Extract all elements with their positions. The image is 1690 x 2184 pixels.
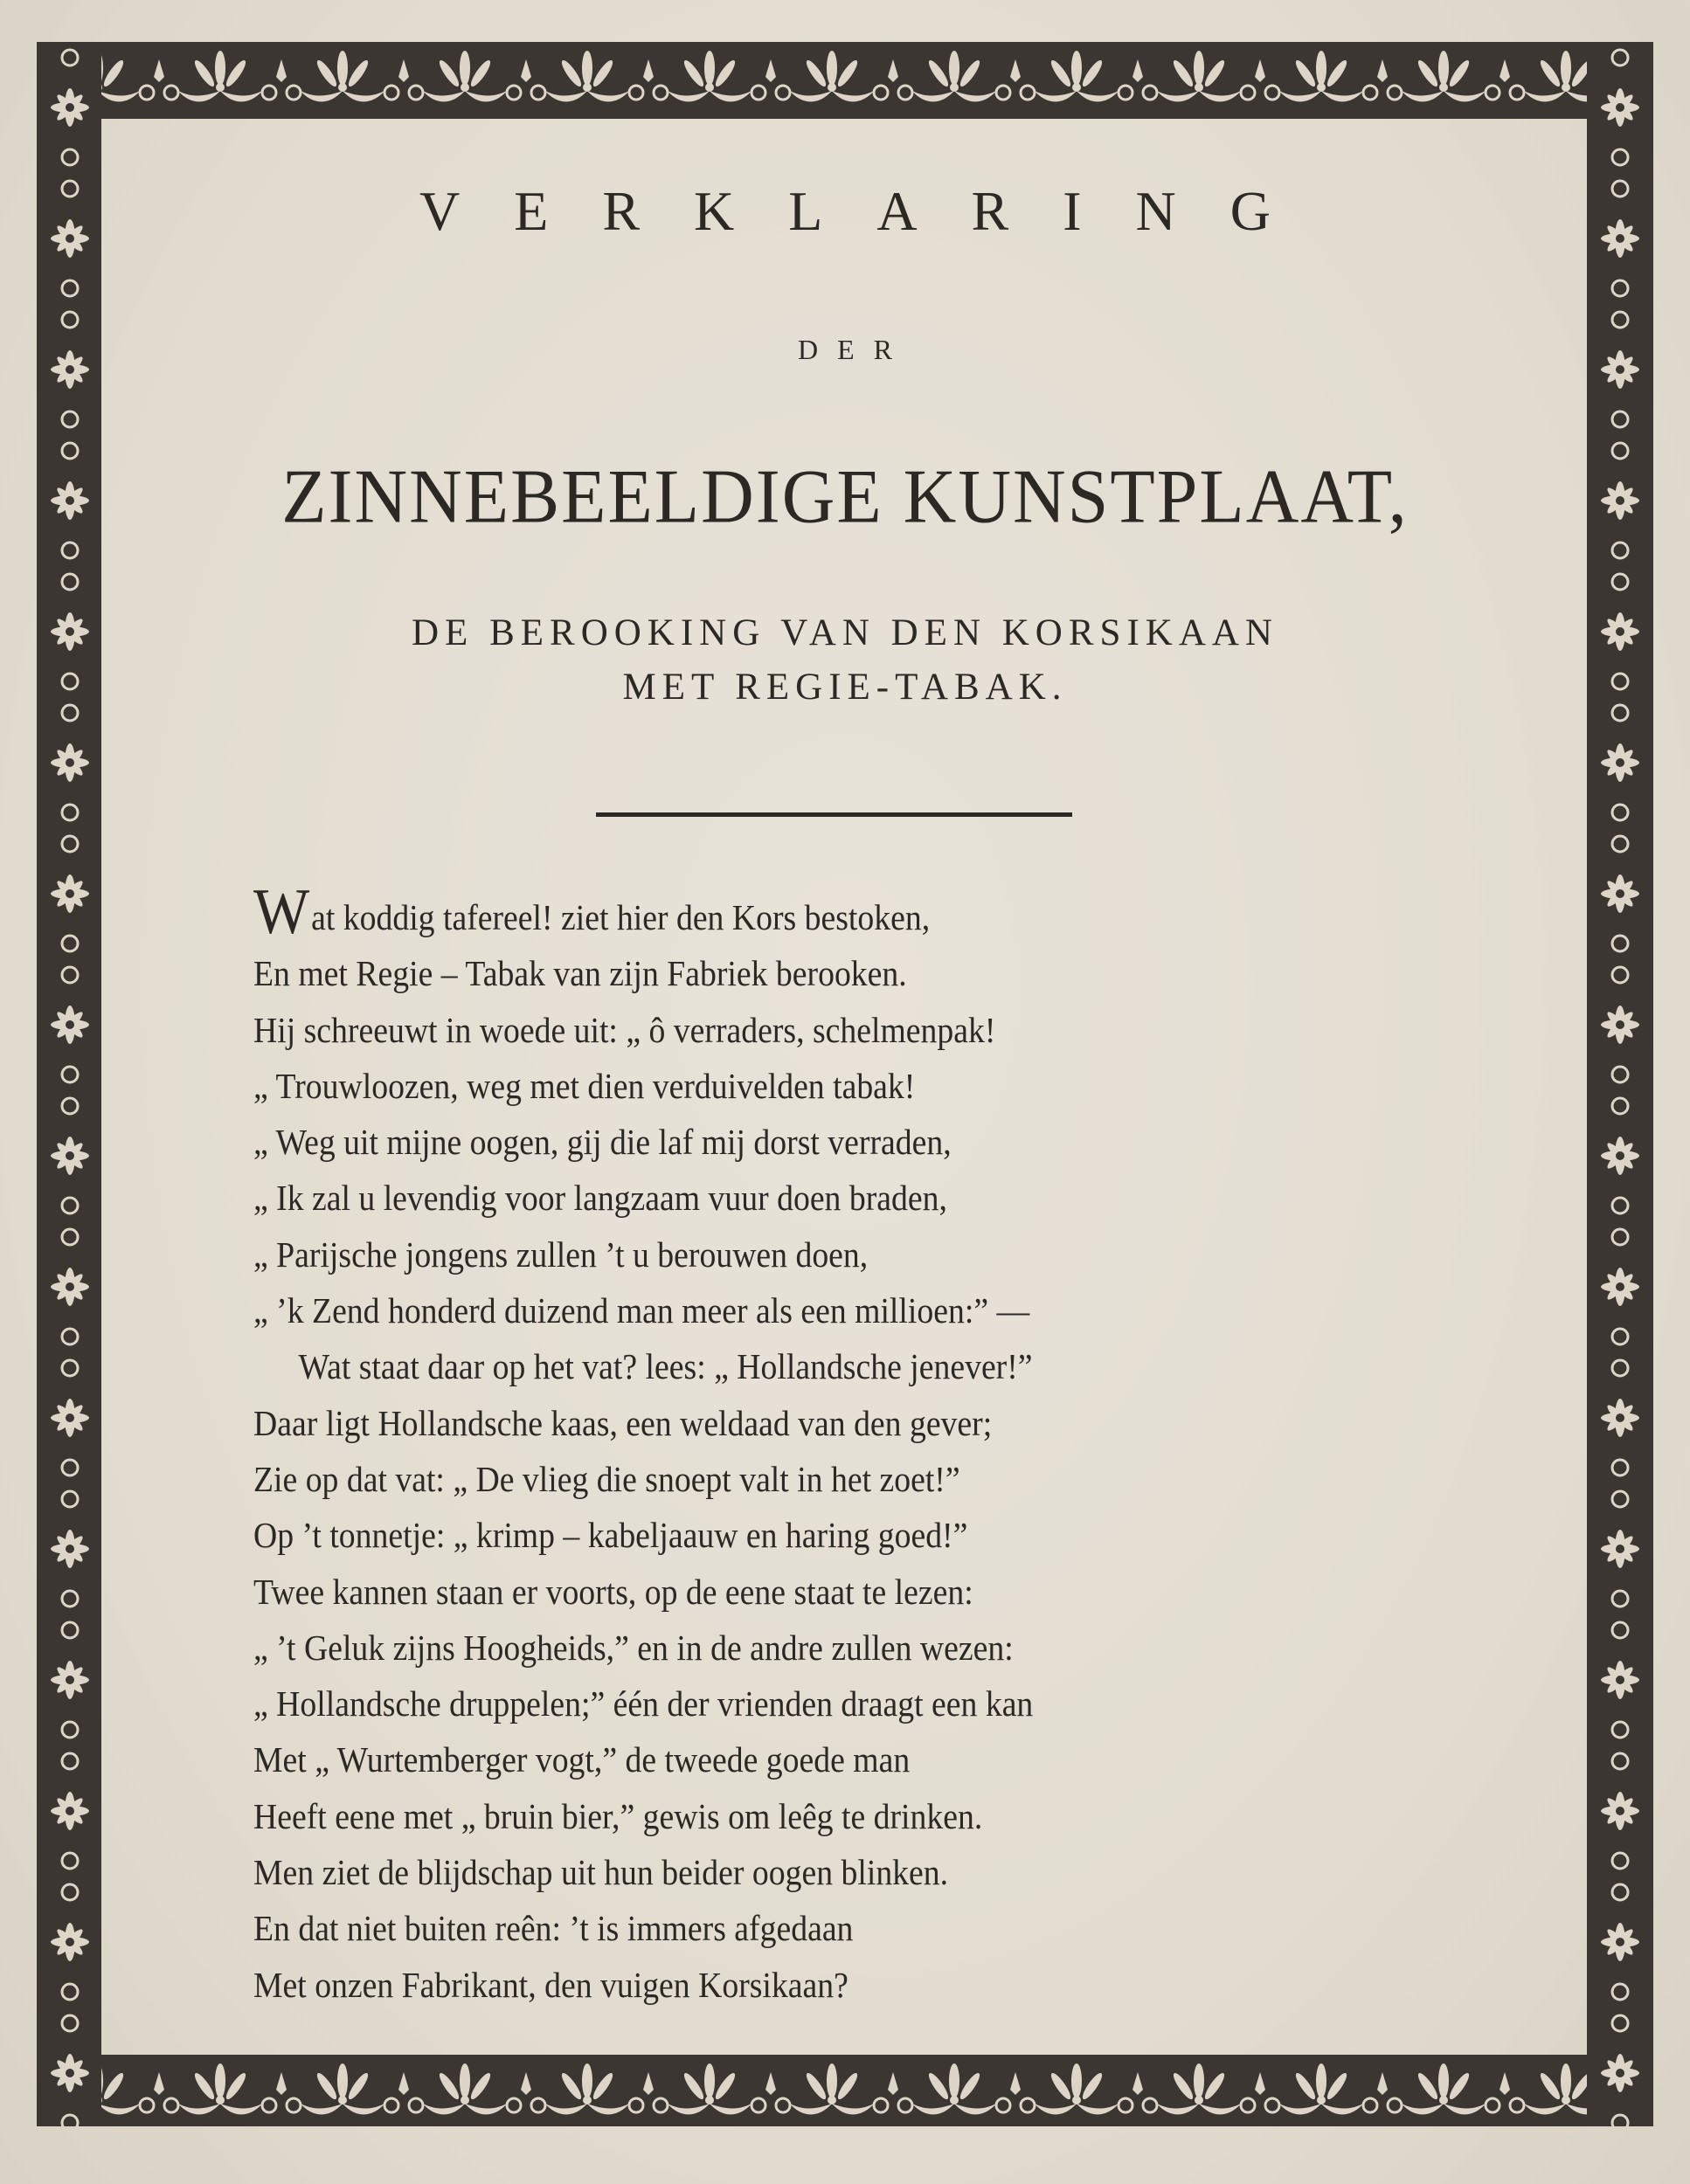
poem-line: En dat niet buiten reên: ’t is immers afgedaan: [253, 1908, 854, 1949]
poem-line: „ Parijsche jongens zullen ’t u berouwen doen,: [253, 1234, 869, 1275]
poem-line: Met onzen Fabrikant, den vuigen Korsikaan?: [253, 1964, 848, 2005]
poem-line: Zie op dat vat: „ De vlieg die snoept valt in het zoet!”: [253, 1458, 960, 1499]
poem-line: „ Hollandsche druppelen;” één der vrienden draagt een kan: [253, 1683, 1034, 1724]
poem-line: Op ’t tonnetje: „ krimp – kabeljaauw en haring goed!”: [253, 1515, 968, 1556]
poem-line: Hij schreeuwt in woede uit: „ ô verraders, schelmenpak!: [253, 1009, 996, 1050]
poem-line: „ ’t Geluk zijns Hoogheids,” en in de andre zullen wezen:: [253, 1627, 1014, 1668]
poem-line: „ Weg uit mijne oogen, gij die laf mij dorst verraden,: [253, 1122, 952, 1163]
ornamental-border-bottom: [37, 2055, 1653, 2126]
poem-line-text: at koddig tafereel! ziet hier den Kors bestoken,: [311, 897, 931, 937]
poem-line: Twee kannen staan er voorts, op de eene staat te lezen:: [253, 1571, 973, 1612]
poem-line: „ Trouwloozen, weg met dien verduivelden tabak!: [253, 1065, 916, 1106]
poem-line: En met Regie – Tabak van zijn Fabriek berooken.: [253, 953, 907, 994]
main-title: ZINNEBEELDIGE KUNSTPLAAT,: [281, 453, 1409, 540]
poem-line: Met „ Wurtemberger vogt,” de tweede goede man: [253, 1739, 911, 1780]
title-connector: DER: [798, 334, 911, 365]
poem-line: „ Ik zal u levendig voor langzaam vuur doen braden,: [253, 1178, 947, 1219]
poem-line: Daar ligt Hollandsche kaas, een weldaad van den gever;: [253, 1402, 993, 1443]
ornamental-border-top: [37, 42, 1653, 119]
drop-cap: W: [253, 876, 310, 948]
poem-line: [253, 876, 1379, 948]
subtitle-line-2: MET REGIE-TABAK.: [622, 667, 1068, 708]
horizontal-rule: [596, 812, 1072, 817]
poem-line: Wat staat daar op het vat? lees: „ Hollandsche jenever!”: [298, 1346, 1033, 1387]
poem-line: Men ziet de blijdschap uit hun beider oogen blinken.: [253, 1852, 949, 1893]
document-title: VERKLARING: [419, 180, 1325, 242]
subtitle-line-1: DE BEROOKING VAN DEN KORSIKAAN: [412, 612, 1278, 653]
poem: [253, 876, 1477, 2013]
poem-line: Heeft eene met „ bruin bier,” gewis om leêg te drinken.: [253, 1795, 983, 1836]
poem-line: „ ’k Zend honderd duizend man meer als een millioen:” —: [253, 1290, 1030, 1331]
